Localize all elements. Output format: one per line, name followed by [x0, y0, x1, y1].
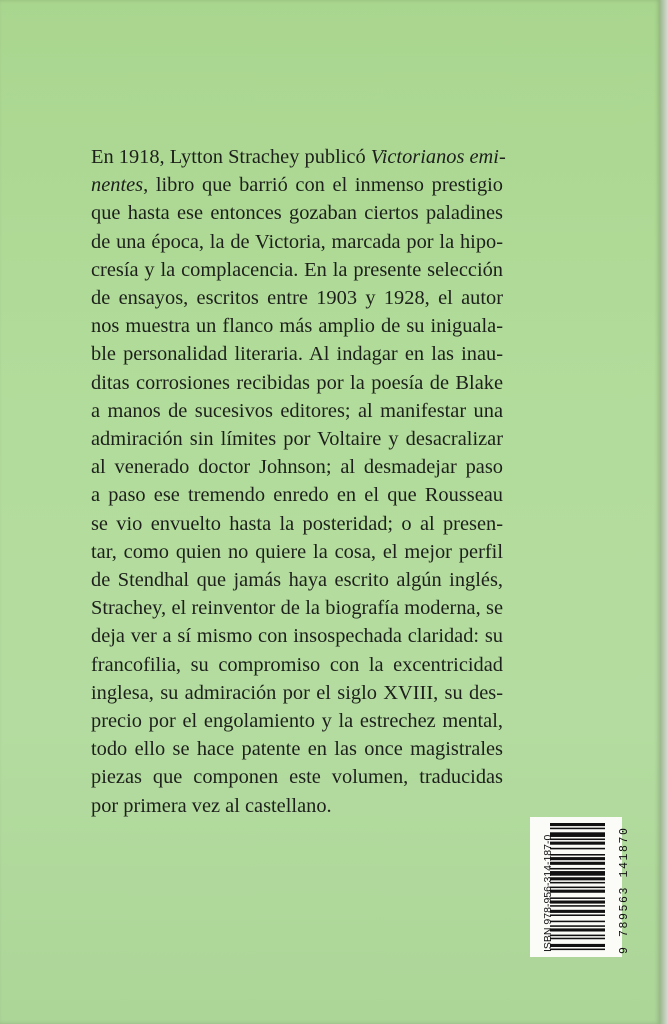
back-cover-blurb	[91, 143, 506, 820]
book-title-italic: nentes	[91, 174, 144, 197]
blurb-text: se vio envuelto hasta la posteridad; o al presen-	[91, 512, 503, 535]
blurb-text: cresía y la complacencia. En la presente selección	[91, 258, 503, 281]
barcode-bar	[550, 914, 605, 916]
blurb-line	[91, 369, 503, 397]
blurb-line	[91, 256, 503, 284]
blurb-text: ble personalidad literaria. Al indagar en las inau-	[91, 343, 503, 366]
blurb-line	[91, 622, 503, 650]
barcode-bar	[550, 910, 605, 913]
blurb-text: a manos de sucesivos editores; al manifestar una	[91, 399, 503, 422]
blurb-text: precio por el engolamiento y la estrechez mental,	[91, 710, 503, 733]
blurb-line	[91, 735, 503, 763]
barcode-bar	[550, 832, 605, 837]
blurb-text: nos muestra un flanco más amplio de su inigualа-	[91, 315, 503, 338]
barcode-bar	[550, 862, 605, 865]
blurb-text: a paso ese tremendo enredo en el que Rousseau	[91, 484, 503, 507]
blurb-text: inglesa, su admiración por el siglo XVIII, su des-	[91, 681, 503, 704]
blurb-text: , libro que barrió con el inmenso prestigio	[143, 174, 503, 197]
barcode-bar	[550, 935, 605, 937]
barcode-bar	[550, 944, 605, 947]
barcode-bar	[550, 925, 605, 927]
barcode-bar	[550, 857, 605, 860]
blurb-line	[91, 679, 503, 707]
barcode-bar	[550, 890, 605, 893]
blurb-line	[91, 425, 503, 453]
blurb-line	[91, 792, 503, 820]
blurb-text: de ensayos, escritos entre 1903 y 1928, el autor	[91, 287, 503, 310]
barcode-bar	[550, 868, 605, 870]
blurb-text: deja ver a sí mismo con insospechada claridad: su	[91, 625, 503, 648]
barcode-bar	[550, 901, 605, 904]
barcode-bar	[550, 887, 605, 889]
barcode-bar	[550, 871, 605, 876]
blurb-line	[91, 651, 503, 679]
isbn-label: ISBN 978-956-314-187-0	[542, 834, 554, 952]
blurb-text: En 1918, Lytton Strachey publicó	[91, 146, 371, 168]
blurb-line	[91, 143, 506, 171]
blurb-text: ditas corrosiones recibidas por la poesía de Blake	[91, 371, 503, 394]
book-page-edge	[660, 0, 668, 1024]
blurb-line	[91, 453, 503, 481]
blurb-text: todo ello se hace patente en las once magistrales	[91, 738, 503, 761]
blurb-text: piezas que componen este volumen, traducidas	[91, 766, 503, 789]
barcode-bar	[550, 882, 605, 884]
blurb-line	[91, 481, 503, 509]
blurb-line	[91, 284, 503, 312]
blurb-line	[91, 228, 503, 256]
blurb-text: al venerado doctor Johnson; al desmadejar paso	[91, 456, 503, 479]
barcode-bar	[550, 905, 605, 907]
barcode-bar	[550, 854, 605, 856]
blurb-line	[91, 312, 503, 340]
blurb-line	[91, 707, 503, 735]
barcode-bar	[550, 877, 605, 880]
blurb-text: Strachey, el reinventor de la biografía moderna, se	[91, 597, 503, 620]
blurb-line	[91, 566, 503, 594]
barcode-bar	[550, 949, 605, 951]
blurb-line	[91, 340, 503, 368]
blurb-line	[91, 594, 503, 622]
blurb-line	[91, 199, 503, 227]
blurb-text: francofilia, su compromiso con la excentricidad	[91, 653, 503, 676]
blurb-line	[91, 171, 503, 199]
barcode-bar	[550, 938, 605, 940]
barcode-bar	[550, 842, 605, 845]
barcode-bar	[550, 921, 605, 923]
isbn-barcode	[530, 817, 631, 957]
blurb-line	[91, 538, 503, 566]
blurb-line	[91, 763, 503, 791]
barcode-bar	[550, 839, 605, 841]
barcode-bar	[550, 897, 605, 899]
blurb-text: admiración sin límites por Voltaire y desacralizar	[91, 428, 503, 451]
blurb-line	[91, 510, 503, 538]
blurb-text: por primera vez al castellano.	[91, 794, 332, 817]
barcode-bar	[550, 848, 605, 850]
barcode-digits: 9 789563 141870	[618, 826, 631, 954]
barcode-bar	[550, 823, 605, 826]
blurb-line	[91, 397, 503, 425]
blurb-text: tar, como quien no quiere la cosa, el mejor perfil	[91, 540, 503, 563]
blurb-text: de Stendhal que jamás haya escrito algún inglés,	[91, 569, 503, 592]
blurb-text: de una época, la de Victoria, marcada por la hipo-	[91, 230, 503, 253]
book-title-italic: Victorianos emi-	[370, 146, 506, 168]
barcode-bar	[550, 828, 605, 830]
barcode-bar	[550, 928, 605, 931]
blurb-text: que hasta ese entonces gozaban ciertos paladines	[91, 202, 503, 225]
